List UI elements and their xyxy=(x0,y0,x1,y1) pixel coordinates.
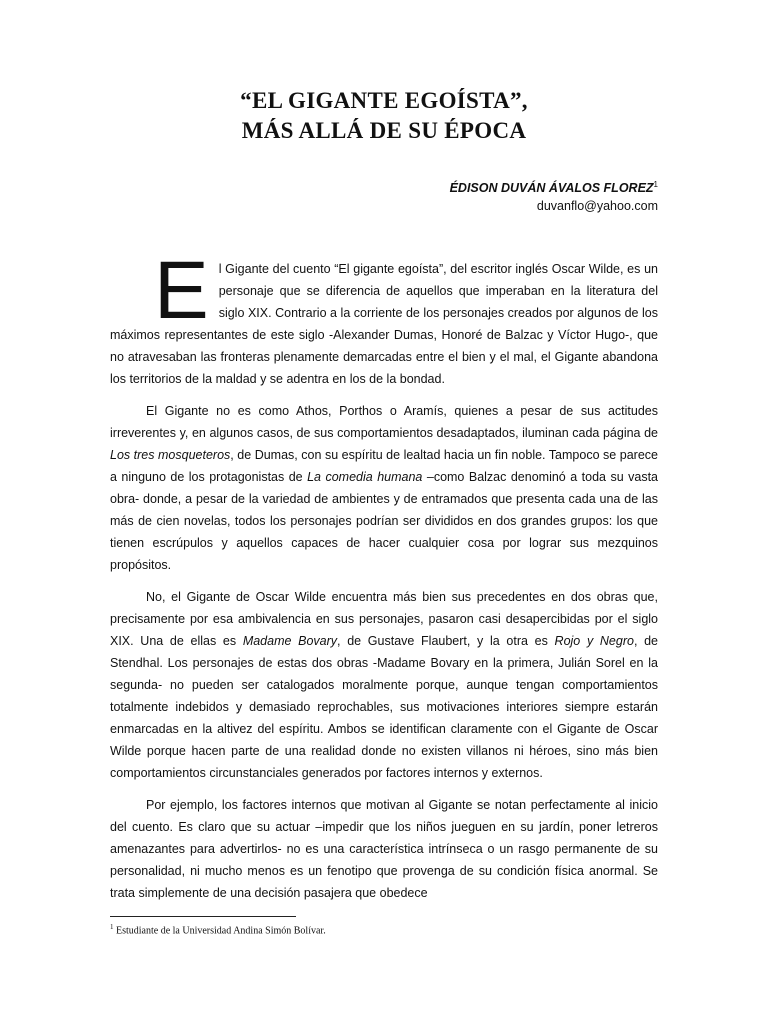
book-title-madame-bovary: Madame Bovary xyxy=(242,634,338,648)
article-body xyxy=(110,245,659,914)
paragraph-2-text-a: El Gigante no es como Athos, Porthos o Aramís, quienes a pesar de sus actitudes irreverentes y, en algunos casos, de sus comportamientos desadaptados, iluminan cada página de xyxy=(110,404,658,440)
footnote-text: Estudiante de la Universidad Andina Simón Bolívar. xyxy=(113,925,326,937)
book-title-la-comedia-humana: La comedia humana xyxy=(307,470,423,484)
footnote xyxy=(110,923,326,936)
paragraph-4-text: Por ejemplo, los factores internos que motivan al Gigante se notan perfectamente al inicio del cuento. Es claro que su actuar –impedir que los niños jueguen en su jardín, poner letreros amenazantes para advertirlos- no es una característica intrínseca o un rasgo permanente de su personalidad, ni mucho menos es un fenotipo que provenga de su condición física anormal. Se trata simplemente de una decisión pasajera que obedece xyxy=(110,798,658,900)
footnote-separator xyxy=(110,916,296,917)
footnote-mark: 1 xyxy=(110,923,114,931)
paragraph-3 xyxy=(110,586,658,784)
book-title-los-tres-mosqueteros: Los tres mosqueteros xyxy=(110,448,231,462)
title-line-2: MÁS ALLÁ DE SU ÉPOCA xyxy=(241,118,527,143)
paragraph-3-text-b: , de Gustave Flaubert, y la otra es xyxy=(337,634,555,648)
title-line-1: “EL GIGANTE EGOÍSTA”, xyxy=(240,88,528,113)
book-title-rojo-y-negro: Rojo y Negro xyxy=(554,634,634,648)
paragraph-3-text-a: No, el Gigante de Oscar Wilde encuentra más bien sus precedentes en dos obras que, precisamente por esa ambivalencia en sus personajes, pasaron casi desapercibidas por el siglo XIX. Una de ellas es xyxy=(110,590,658,648)
author-email: duvanflo@yahoo.com xyxy=(536,199,658,214)
paragraph-1-text: l Gigante del cuento “El gigante egoísta”, del escritor inglés Oscar Wilde, es un personaje que se diferencia de aquellos que imperaban en la literatura del siglo XIX. Contrario a la corriente de los personajes creados por algunos de los máximos representantes de este siglo -Alexander Dumas, Honoré de Balzac y Víctor Hugo-, que no atravesaban las fronteras plenamente demarcadas entre el bien y el mal, el Gigante abandona los territorios de la maldad y se adentra en los de la bondad. xyxy=(110,262,658,386)
paragraph-2 xyxy=(110,400,658,576)
drop-cap: E xyxy=(154,245,209,336)
paragraph-2-text-b: , de Dumas, con su espíritu de lealtad hacia un fin noble. Tampoco se parece a ninguno de los protagonistas de xyxy=(110,448,658,484)
author-block xyxy=(450,176,658,215)
author-name: ÉDISON DUVÁN ÁVALOS FLOREZ xyxy=(449,181,654,196)
paragraph-2-text-c: –como Balzac denominó a toda su vasta obra- donde, a pesar de la variedad de ambientes y de entramados que presenta cada una de las más de cien novelas, todos los personajes podrían ser divididos en dos grandes grupos: los que tienen escrúpulos y aquellos capaces de hacer cualquier cosa por lograr sus mezquinos propósitos. xyxy=(110,470,658,572)
author-footnote-mark: 1 xyxy=(653,180,658,189)
paragraph-1 xyxy=(110,245,658,390)
document-title xyxy=(0,86,768,146)
paragraph-4 xyxy=(110,794,658,904)
paragraph-3-text-c: , de Stendhal. Los personajes de estas dos obras -Madame Bovary en la primera, Julián Sorel en la segunda- no pueden ser catalogados moralmente porque, aunque tengan comportamientos totalmente indebidos y demasiado reprochables, sus motivaciones interiores siempre estarán enmarcadas en la altivez del espíritu. Ambos se identifican claramente con el Gigante de Oscar Wilde porque hacen parte de una realidad donde no existen villanos ni héroes, sino más bien comportamientos circunstanciales generados por factores internos y externos. xyxy=(110,634,659,780)
